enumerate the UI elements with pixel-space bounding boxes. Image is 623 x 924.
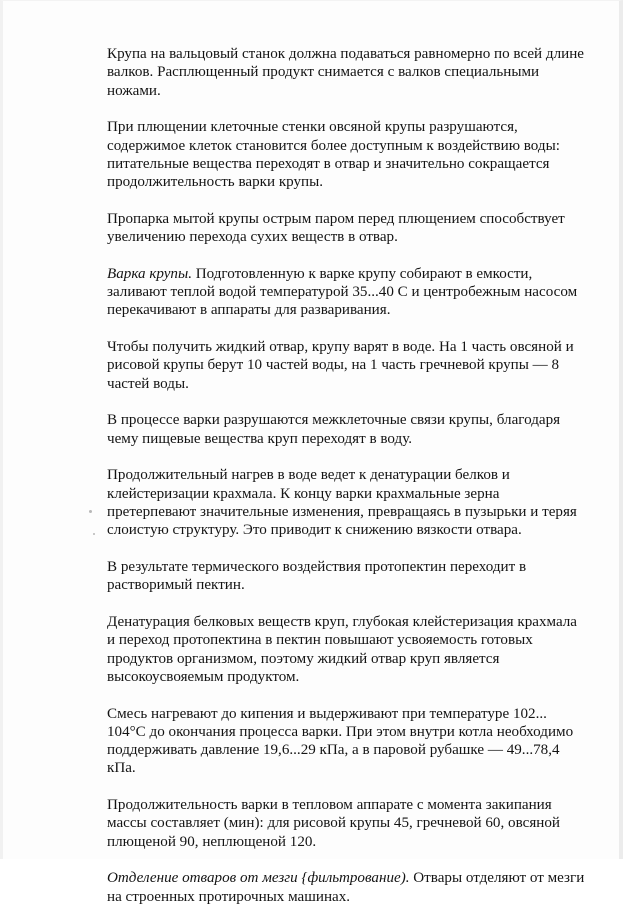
paragraph-9 xyxy=(107,613,587,686)
paragraph-text: При плющении клеточные стенки овсяной крупы разрушаются, содержимое клеток становится более доступным к воздействию воды: питательные вещества переходят в отвар и значительно сокращается продолжительность варки крупы. xyxy=(107,119,560,191)
paragraph-text: Чтобы получить жидкий отвар, крупу варят в воде. На 1 часть овсяной и рисовой крупы берут 10 частей воды, на 1 часть гречневой крупы — 8 частей воды. xyxy=(107,339,574,392)
scan-speck xyxy=(93,533,95,535)
paragraph-6 xyxy=(107,411,587,448)
paragraph-lead: Варка крупы. xyxy=(107,265,192,282)
paragraph-text: Крупа на вальцовый станок должна подаваться равномерно по всей длине валков. Расплющенный продукт снимается с валков специальными ножами. xyxy=(107,46,584,99)
paragraph-text: Продолжительный нагрев в воде ведет к денатурации белков и клейстеризации крахмала. К концу варки крахмальные зерна претерпевают значительные изменения, превращаясь в пузырьки и теряя слоистую структуру. Это приводит к снижению вязкости отвара. xyxy=(107,467,577,539)
paragraph-7 xyxy=(107,466,587,539)
paragraph-11 xyxy=(107,796,587,851)
paragraph-3 xyxy=(107,210,587,247)
paragraph-text: Денатурация белковых веществ круп, глубокая клейстеризация крахмала и переход протопектина в пектин повышают усвояемость готовых продуктов организмом, поэтому жидкий отвар круп является высокоусвояемым продуктом. xyxy=(107,613,578,685)
paragraph-text: В результате термического воздействия протопектин переходит в растворимый пектин. xyxy=(107,558,527,594)
paragraph-lead: Отделение отваров от мезги {фильтрование). xyxy=(107,870,410,887)
paragraph-8 xyxy=(107,558,587,595)
paragraph-text: Отвары отделяют от мезги на строенных протирочных машинах. xyxy=(107,870,585,905)
paragraph-text: В процессе варки разрушаются межклеточные связи крупы, благодаря чему пищевые вещества круп переходят в воду. xyxy=(107,412,561,447)
paragraph-text: Пропарка мытой крупы острым паром перед плющением способствует увеличению перехода сухих веществ в отвар. xyxy=(107,210,565,246)
paragraph-4 xyxy=(107,265,587,320)
paragraph-12 xyxy=(107,869,587,906)
paragraph-2 xyxy=(107,118,587,191)
paragraph-text: Смесь нагревают до кипения и выдерживают при температуре 102... 104°С до окончания процесса варки. При этом внутри котла необходимо поддерживать давление 19,6...29 кПа, а в паровой рубашке — 49...78,4 кПа. xyxy=(107,705,574,777)
paragraph-10 xyxy=(107,705,587,778)
paragraph-text: Продолжительность варки в тепловом аппарате с момента закипания массы составляет (мин): для рисовой крупы 45, гречневой 60, овсяной плющеной 90, неплющеной 120. xyxy=(107,797,560,850)
paragraph-5 xyxy=(107,338,587,393)
scan-speck xyxy=(89,510,92,513)
document-body xyxy=(107,45,587,924)
paragraph-text: Подготовленную к варке крупу собирают в емкости, заливают теплой водой температурой 35...40 С и центробежным насосом перекачивают в аппараты для разваривания. xyxy=(107,265,578,319)
paragraph-1 xyxy=(107,45,587,100)
